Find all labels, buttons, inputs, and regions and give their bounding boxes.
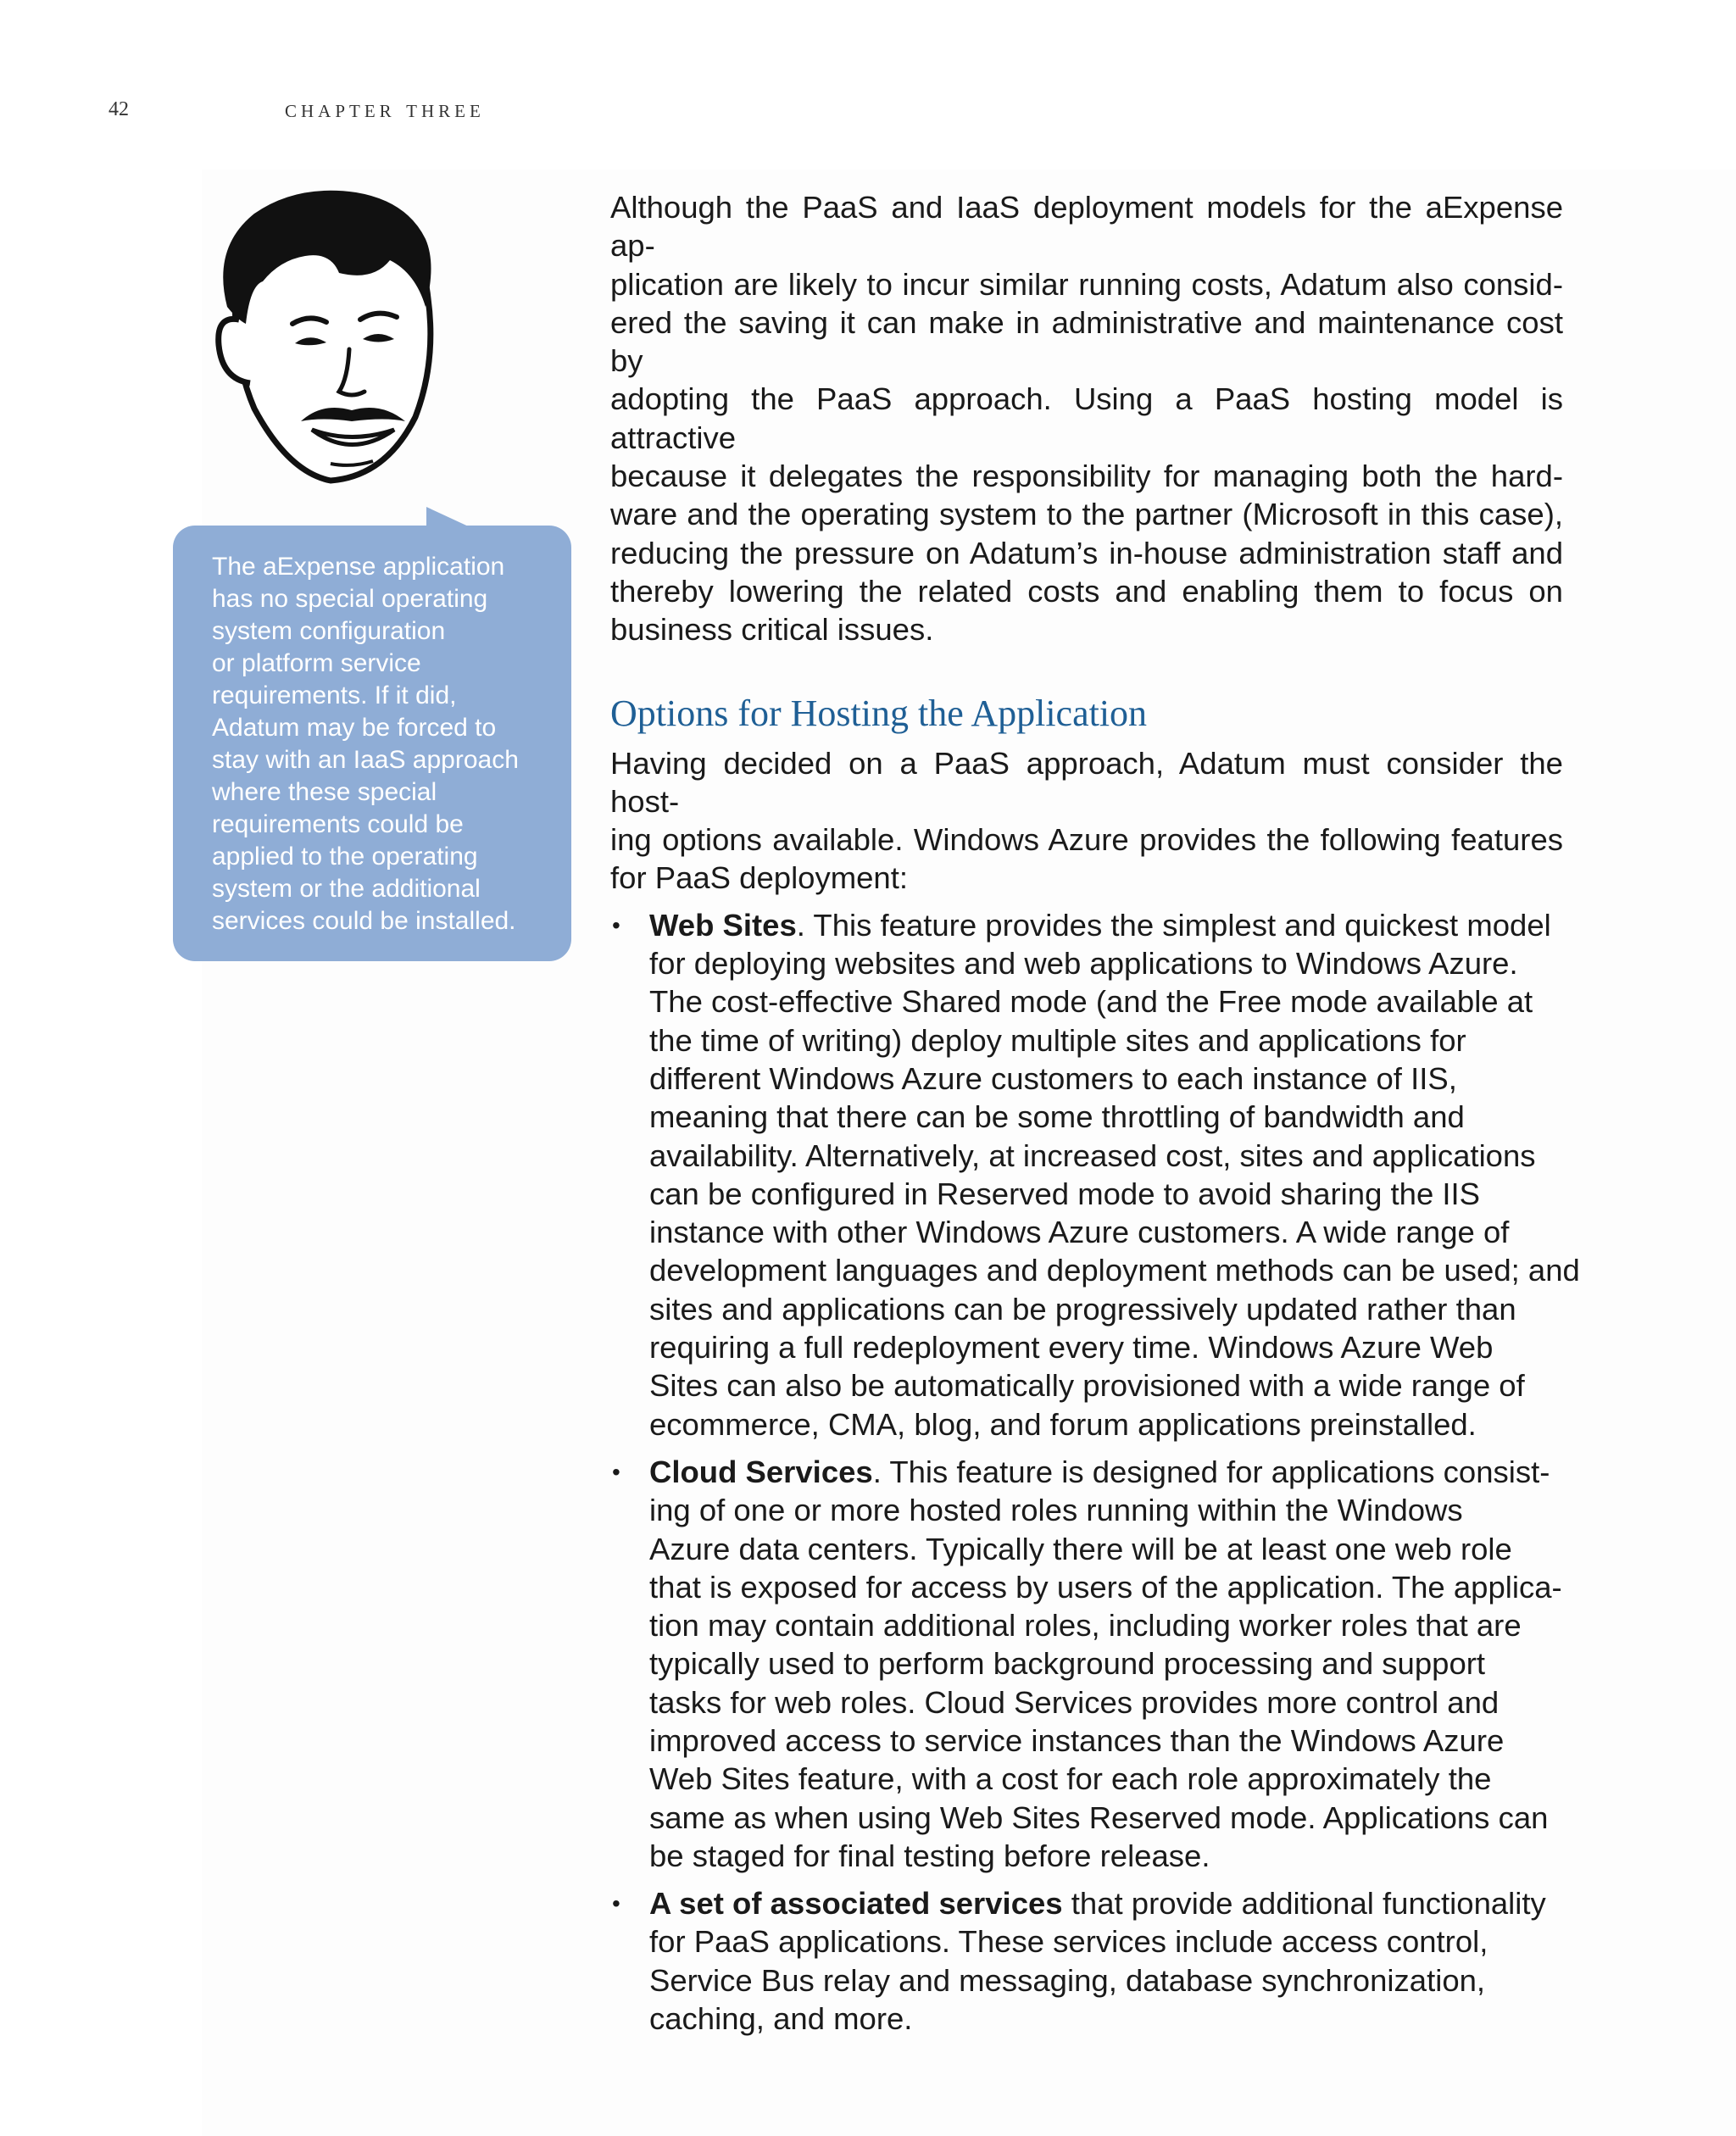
bullet-icon: • <box>612 1890 620 1917</box>
page-number: 42 <box>108 97 129 120</box>
text-line: adopting the PaaS approach. Using a PaaS hosting model is attractive <box>610 381 1563 455</box>
text-line: Although the PaaS and IaaS deployment models for the aExpense ap- <box>610 190 1563 264</box>
text-line: Sites can also be automatically provisioned with a wide range of <box>649 1368 1525 1404</box>
text-line: ered the saving it can make in administrative and maintenance cost by <box>610 304 1563 379</box>
text-line <box>649 1884 1563 1922</box>
text-line: improved access to service instances than the Windows Azure <box>649 1722 1505 1758</box>
text-line: Service Bus relay and messaging, database synchronization, <box>649 1962 1486 1998</box>
bullet-text <box>649 1884 1563 2038</box>
text-line: typically used to perform background processing and support <box>649 1646 1486 1682</box>
section-lead-paragraph <box>610 744 1563 898</box>
note-line: requirements. If it did, <box>212 681 457 709</box>
bullet-first-line-rest: that provide additional functionality <box>1062 1886 1546 1922</box>
note-line: where these special <box>212 778 437 806</box>
main-text-column <box>610 188 1580 2047</box>
bullet-text <box>649 1453 1563 1875</box>
chapter-label: chapter three <box>285 95 485 123</box>
text-line: plication are likely to incur similar running costs, Adatum also consid- <box>610 266 1563 302</box>
text-line: can be configured in Reserved mode to avoid sharing the IIS <box>649 1176 1481 1211</box>
text-line: that is exposed for access by users of the application. The applica- <box>649 1569 1562 1605</box>
note-line: The aExpense application <box>212 553 505 581</box>
text-line: ing options available. Windows Azure provides the following features <box>610 822 1563 858</box>
note-line: stay with an IaaS approach <box>212 746 519 774</box>
text-line: requiring a full redeployment every time. Windows Azure Web <box>649 1330 1494 1366</box>
text-line: development languages and deployment methods can be used; and <box>649 1253 1580 1288</box>
list-item-cloud-services <box>610 1453 1563 1875</box>
text-line: for deploying websites and web applications to Windows Azure. <box>649 946 1518 982</box>
bullet-term: A set of associated services <box>649 1886 1063 1922</box>
text-line: meaning that there can be some throttling of bandwidth and <box>649 1099 1465 1135</box>
text-line: tasks for web roles. Cloud Services provides more control and <box>649 1684 1500 1720</box>
text-line: because it delegates the responsibility for managing both the hard- <box>610 459 1563 494</box>
text-line: caching, and more. <box>649 2001 913 2037</box>
text-line: ing of one or more hosted roles running within the Windows <box>649 1493 1463 1528</box>
text-line: different Windows Azure customers to each instance of IIS, <box>649 1060 1457 1096</box>
text-line: sites and applications can be progressively updated rather than <box>649 1291 1516 1327</box>
text-line: for PaaS deployment: <box>610 860 909 896</box>
note-line: has no special operating <box>212 585 488 613</box>
sidebar-note-bubble <box>173 526 571 961</box>
note-line: system configuration <box>212 617 446 645</box>
text-line: business critical issues. <box>610 612 934 648</box>
note-line: or platform service <box>212 649 421 677</box>
text-line: same as when using Web Sites Reserved mode. Applications can <box>649 1799 1549 1835</box>
text-line: Web Sites feature, with a cost for each role approximately the <box>649 1761 1492 1797</box>
note-line: system or the additional <box>212 875 481 903</box>
note-line: services could be installed. <box>212 907 516 935</box>
text-line: reducing the pressure on Adatum’s in-house administration staff and <box>610 535 1563 570</box>
text-line: The cost-effective Shared mode (and the Free mode available at <box>649 984 1533 1020</box>
running-head <box>108 95 485 124</box>
note-line: Adatum may be forced to <box>212 714 497 742</box>
text-line: availability. Alternatively, at increased cost, sites and applications <box>649 1138 1536 1173</box>
text-line: for PaaS applications. These services include access control, <box>649 1924 1488 1960</box>
text-line <box>649 1453 1563 1491</box>
hosting-options-list <box>610 906 1580 2039</box>
bullet-icon: • <box>612 1458 620 1485</box>
bullet-first-line-rest: . This feature provides the simplest and quickest model <box>796 907 1551 943</box>
text-line: instance with other Windows Azure customers. A wide range of <box>649 1215 1510 1250</box>
text-line: the time of writing) deploy multiple sites and applications for <box>649 1022 1466 1058</box>
sidebar-note-text <box>212 551 551 937</box>
text-line: tion may contain additional roles, including worker roles that are <box>649 1608 1522 1644</box>
list-item-web-sites <box>610 906 1580 1443</box>
text-line: ecommerce, CMA, blog, and forum applications preinstalled. <box>649 1406 1477 1442</box>
bullet-text <box>649 906 1580 1443</box>
author-portrait-illustration <box>203 180 449 510</box>
text-line: thereby lowering the related costs and enabling them to focus on <box>610 573 1563 609</box>
text-line: ware and the operating system to the partner (Microsoft in this case), <box>610 497 1563 532</box>
bullet-first-line-rest: . This feature is designed for applications consist- <box>872 1454 1550 1489</box>
text-line: be staged for final testing before release. <box>649 1838 1210 1873</box>
intro-paragraph <box>610 188 1563 649</box>
section-heading: Options for Hosting the Application <box>610 692 1148 734</box>
bullet-term: Cloud Services <box>649 1454 873 1489</box>
note-line: applied to the operating <box>212 843 478 871</box>
bullet-icon: • <box>612 911 620 938</box>
bullet-term: Web Sites <box>649 907 797 943</box>
text-line <box>649 906 1563 944</box>
text-line: Having decided on a PaaS approach, Adatum must consider the host- <box>610 745 1563 819</box>
text-line: Azure data centers. Typically there will be at least one web role <box>649 1531 1512 1566</box>
note-line: requirements could be <box>212 810 464 838</box>
list-item-associated-services <box>610 1884 1563 2038</box>
